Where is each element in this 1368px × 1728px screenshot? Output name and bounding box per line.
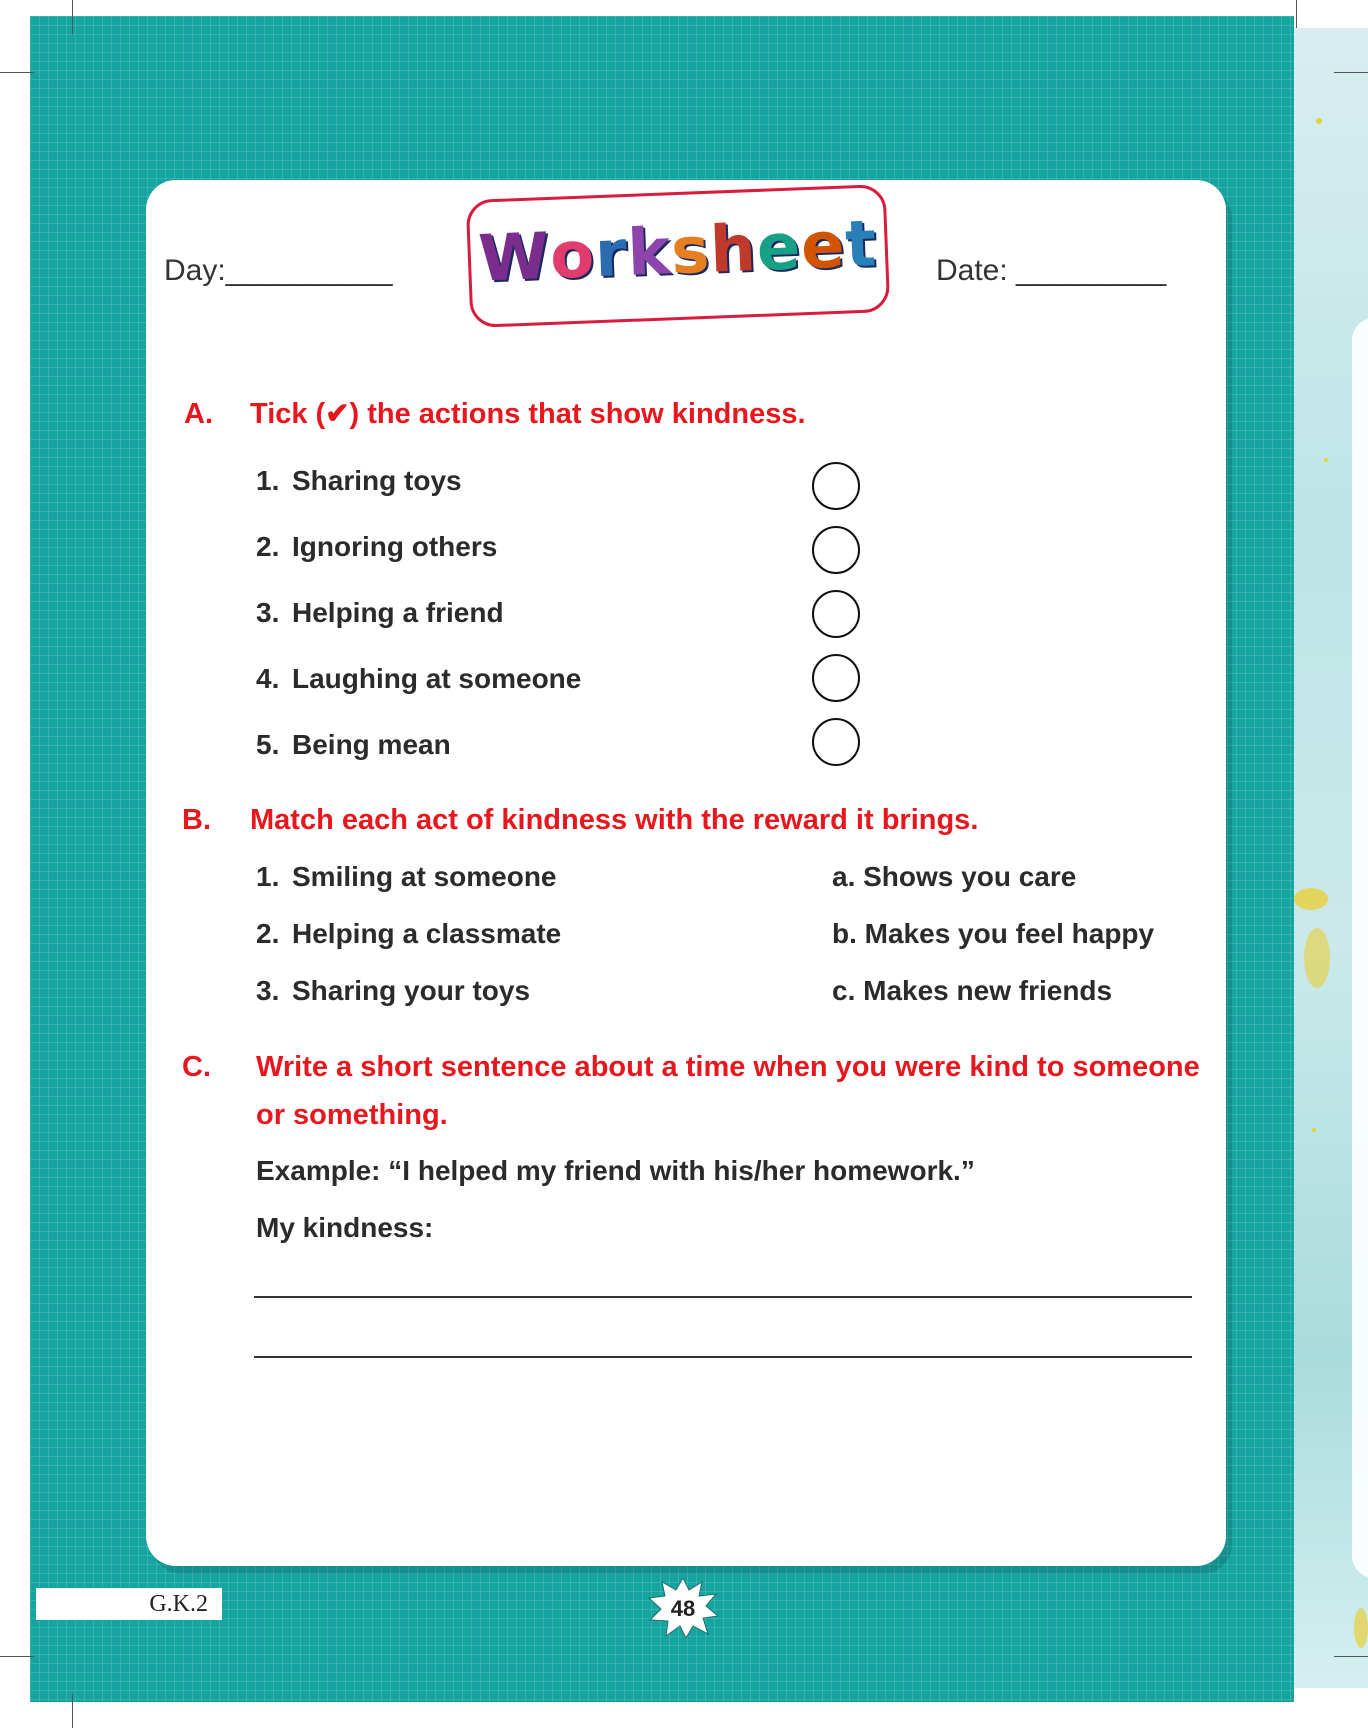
section-a-item: 2. Ignoring others: [256, 531, 498, 562]
answer-line-2[interactable]: [254, 1356, 1192, 1358]
section-a-item: 3. Helping a friend: [256, 597, 504, 628]
section-b-left-item[interactable]: 1. Smiling at someone: [256, 861, 557, 892]
section-b-right-item[interactable]: a. Shows you care: [832, 861, 1077, 892]
crop-mark: [1334, 1656, 1368, 1657]
section-b-left-item[interactable]: 3. Sharing your toys: [256, 975, 531, 1006]
crop-mark: [0, 1656, 34, 1657]
section-a-item: 5. Being mean: [256, 729, 451, 760]
crop-mark: [72, 1694, 73, 1728]
worksheet-title-badge: [466, 184, 891, 328]
answer-line-1[interactable]: [254, 1296, 1192, 1298]
tick-checkbox-1[interactable]: [812, 462, 860, 510]
section-b-letter: B.: [182, 804, 211, 836]
day-field[interactable]: Day:__________: [164, 254, 393, 287]
section-a-item: 1. Sharing toys: [256, 465, 462, 496]
book-label: G.K.2: [36, 1588, 222, 1620]
section-a-letter: A.: [184, 398, 213, 430]
section-a-item: 4. Laughing at someone: [256, 663, 582, 694]
page-number: 48: [670, 1596, 696, 1621]
section-c-prompt: My kindness:: [256, 1212, 434, 1243]
section-b-left-item[interactable]: 2. Helping a classmate: [256, 918, 562, 949]
section-c-letter: C.: [182, 1051, 211, 1083]
section-a-instruction: Tick (✔) the actions that show kindness.: [250, 398, 806, 430]
date-field[interactable]: Date: _________: [936, 254, 1167, 287]
crop-mark: [1296, 0, 1297, 28]
section-c-instruction-line1: Write a short sentence about a time when you were kind to someone: [256, 1051, 1200, 1083]
tick-checkbox-3[interactable]: [812, 590, 860, 638]
worksheet-title: Worksheet: [477, 207, 879, 297]
crop-mark: [1334, 72, 1368, 73]
section-c-example: Example: “I helped my friend with his/her homework.”: [256, 1155, 975, 1186]
next-page-edge: [1294, 28, 1368, 1688]
section-c-instruction-line2: or something.: [256, 1099, 448, 1131]
crop-mark: [72, 0, 73, 34]
tick-checkbox-4[interactable]: [812, 654, 860, 702]
crop-mark: [0, 72, 34, 73]
tick-checkbox-2[interactable]: [812, 526, 860, 574]
section-b-right-item[interactable]: b. Makes you feel happy: [832, 918, 1155, 949]
tick-checkbox-5[interactable]: [812, 718, 860, 766]
section-b-right-item[interactable]: c. Makes new friends: [832, 975, 1113, 1006]
section-b-instruction: Match each act of kindness with the reward it brings.: [250, 804, 979, 836]
